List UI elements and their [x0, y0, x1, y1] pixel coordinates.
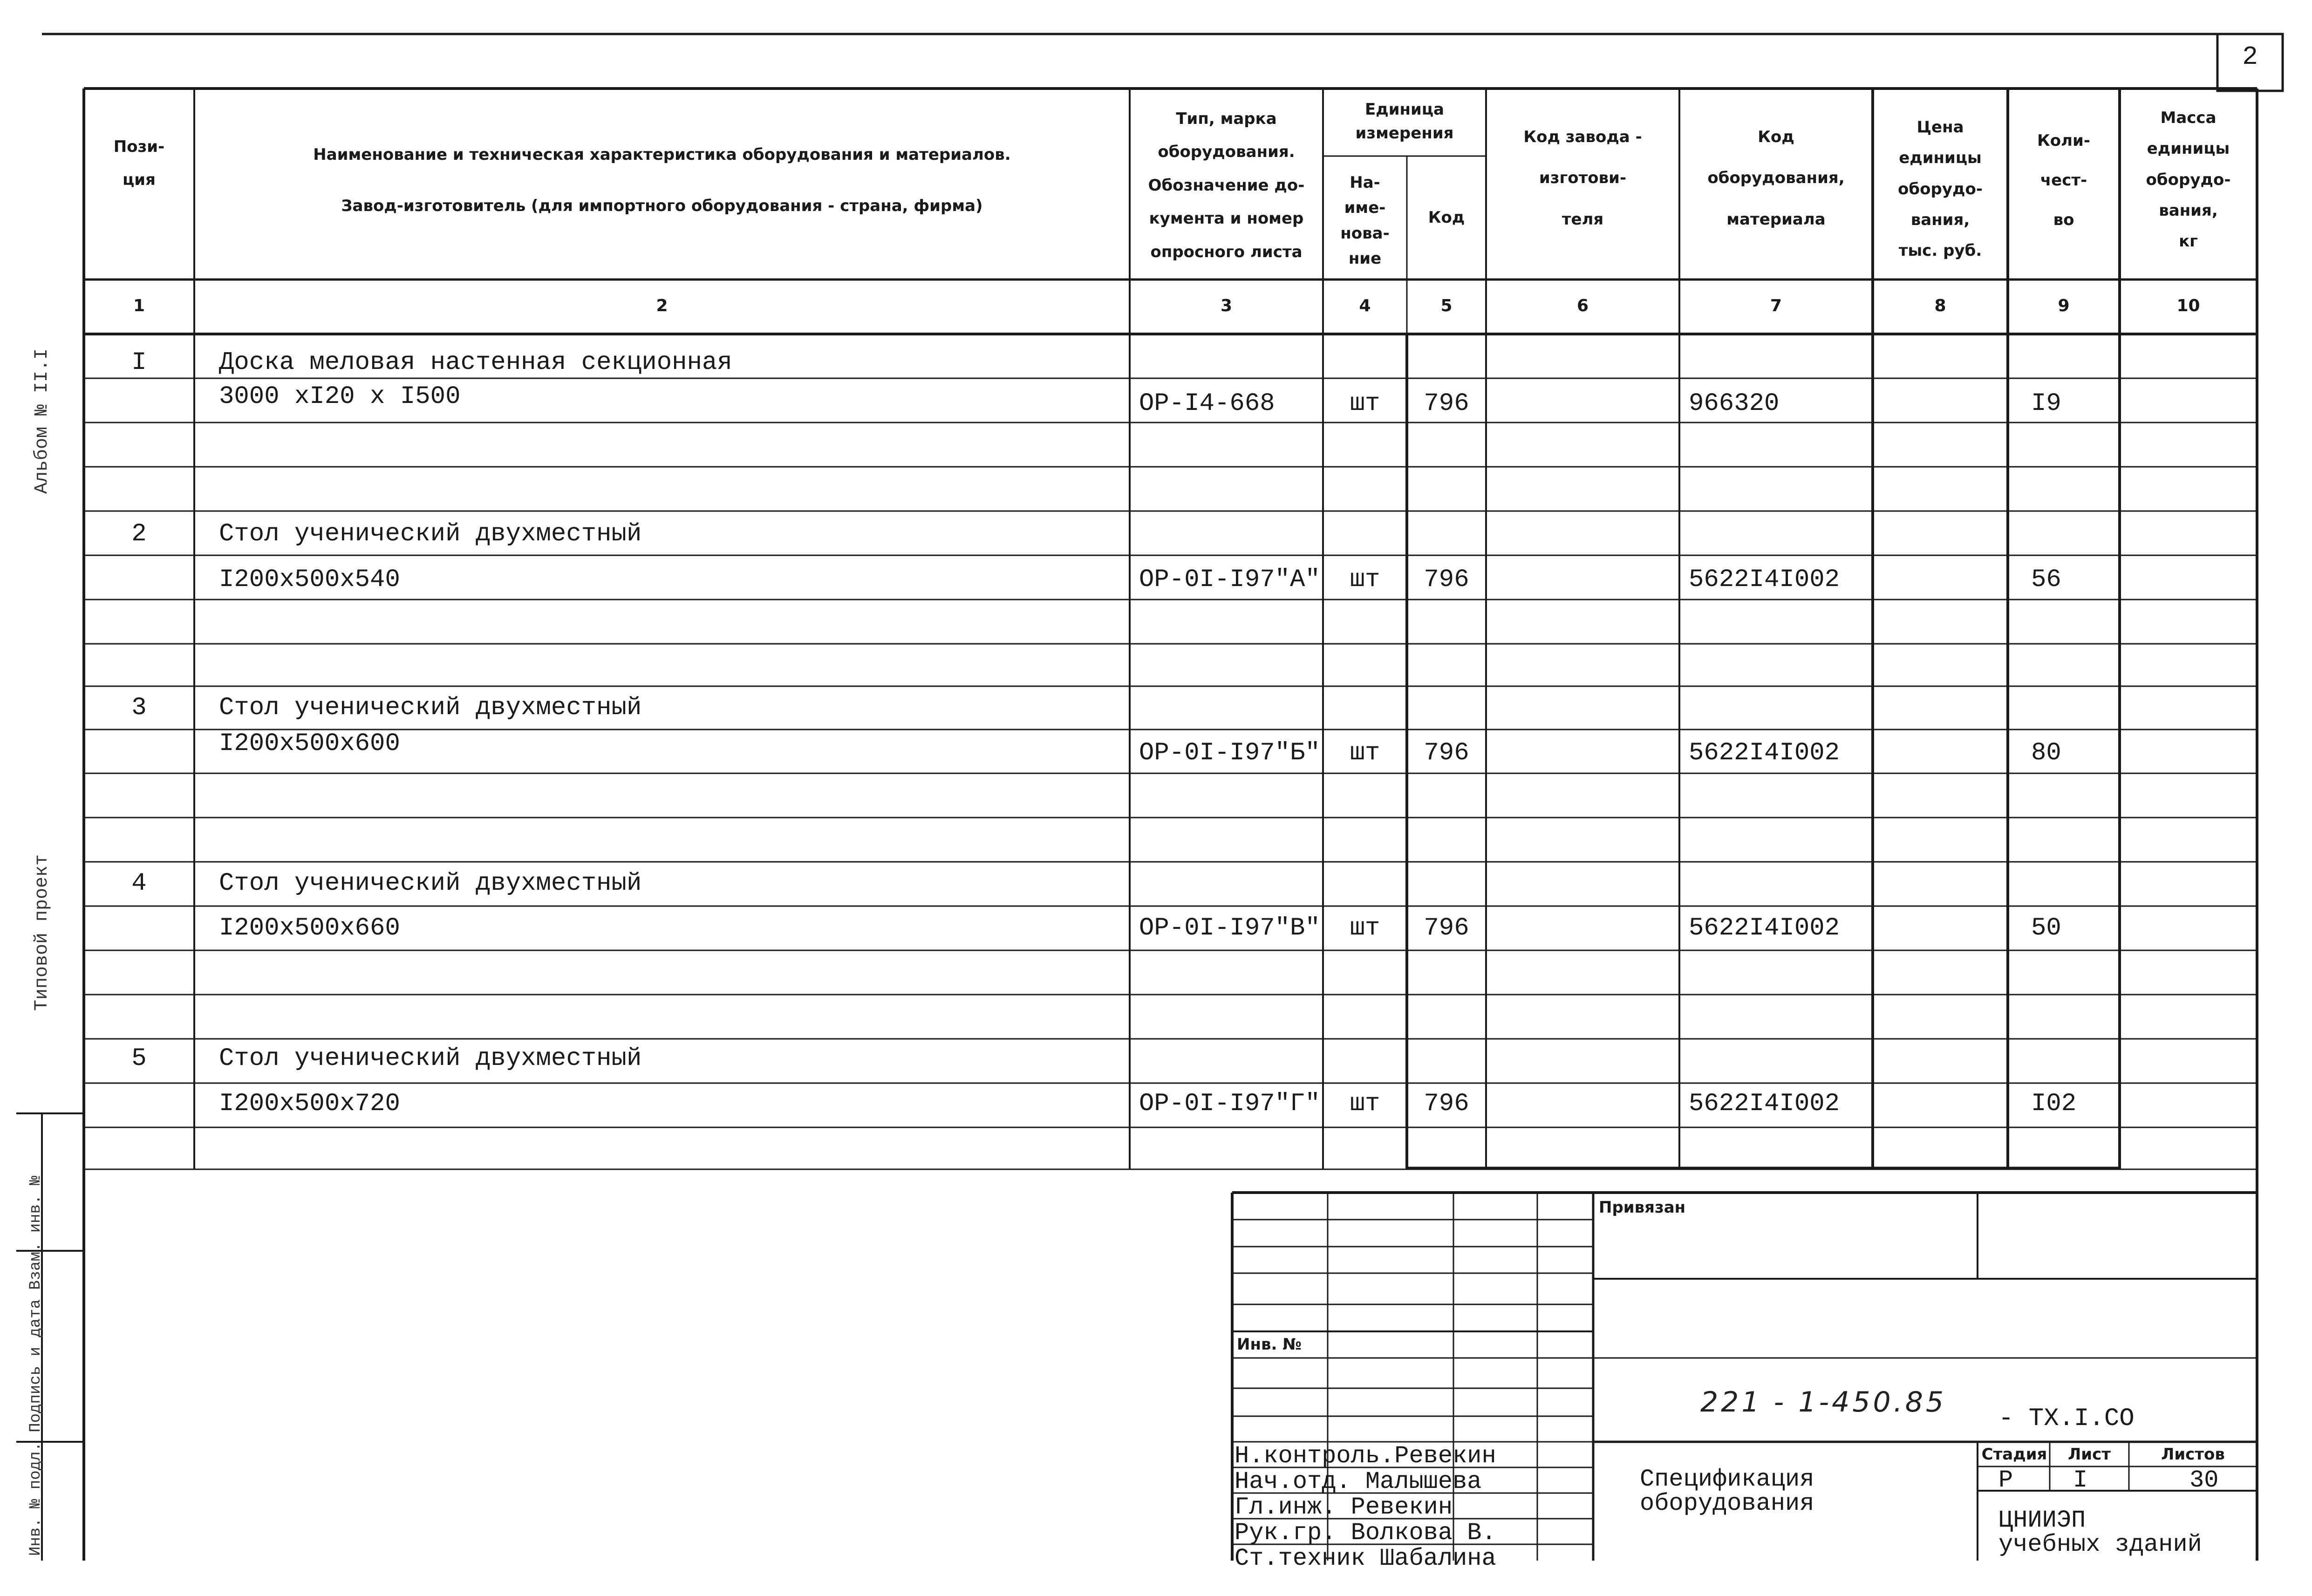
row-name: Стол ученический двухместный [219, 1044, 642, 1073]
header-name-line2: Завод-изготовитель (для импортного оборудования - страна, фирма) [341, 197, 983, 215]
column-number: 3 [1220, 296, 1233, 315]
column-number: 4 [1359, 296, 1371, 315]
row-equipment-code: 5622I4I002 [1689, 739, 1840, 767]
signature-row: Нач.отд. Малышева [1234, 1468, 1482, 1495]
row-spec: 3000 хI20 х I500 [219, 382, 461, 411]
row-spec: I200х500х600 [219, 730, 400, 758]
row-quantity: 50 [2031, 914, 2061, 942]
row-position: 4 [131, 869, 147, 898]
sheets-value: 30 [2189, 1466, 2219, 1494]
sheet-label: Лист [2068, 1445, 2111, 1464]
column-number: 8 [1934, 296, 1946, 315]
header-price: Цена единицы оборудо- вания, тыс. руб. [1898, 118, 1983, 260]
sheet-value: I [2073, 1466, 2088, 1494]
header-factory-code: Код завода - изготови- теля [1523, 128, 1642, 229]
row-unit: шт [1350, 389, 1380, 418]
row-equipment-code: 966320 [1689, 389, 1780, 418]
row-name: Стол ученический двухместный [219, 869, 642, 898]
side-label-inventory: Инв. № подл. Подпись и дата Взам. инв. № [27, 1175, 45, 1556]
side-label-project: Типовой проект [32, 854, 53, 1011]
document-suffix: - ТХ.I.СО [1998, 1405, 2135, 1433]
header-equipment-code: Код оборудования, материала [1707, 128, 1845, 229]
inventory-number-label: Инв. № [1237, 1335, 1302, 1354]
sheets-label: Листов [2161, 1445, 2225, 1464]
row-name: Стол ученический двухместный [219, 694, 642, 722]
column-number: 7 [1770, 296, 1782, 315]
row-unit: шт [1350, 914, 1380, 942]
row-position: I [131, 348, 147, 377]
privyazan-label: Привязан [1599, 1198, 1686, 1217]
header-quantity: Коли- чест- во [2037, 131, 2090, 229]
row-quantity: I02 [2031, 1090, 2077, 1118]
row-unit-code: 796 [1424, 566, 1469, 594]
document-number: 221 - 1-450.85 [1700, 1386, 1947, 1419]
signature-row: Ст.техник Шабалина [1234, 1545, 1496, 1572]
column-number: 5 [1440, 296, 1453, 315]
signature-row: Гл.инж. Ревекин [1234, 1494, 1453, 1521]
row-type: ОР-I4-668 [1139, 389, 1275, 418]
signature-row: Рук.гр. Волкова В. [1234, 1519, 1496, 1547]
row-quantity: 80 [2031, 739, 2061, 767]
row-unit: шт [1350, 566, 1380, 594]
row-spec: I200х500х660 [219, 914, 400, 942]
row-type: ОР-0I-I97"Б" [1139, 739, 1320, 767]
row-spec: I200х500х540 [219, 566, 400, 594]
row-unit-code: 796 [1424, 389, 1469, 418]
row-equipment-code: 5622I4I002 [1689, 1090, 1840, 1118]
column-number: 10 [2176, 296, 2200, 315]
signature-row: Н.контроль.Ревекин [1234, 1442, 1496, 1470]
row-type: ОР-0I-I97"Г" [1139, 1090, 1320, 1118]
header-name-line1: Наименование и техническая характеристика оборудования и материалов. [313, 145, 1011, 164]
row-equipment-code: 5622I4I002 [1689, 566, 1840, 594]
row-unit-code: 796 [1424, 739, 1469, 767]
row-unit-code: 796 [1424, 1090, 1469, 1118]
header-mass: Масса единицы оборудо- вания, кг [2146, 109, 2231, 251]
stage-label: Стадия [1981, 1445, 2047, 1464]
row-unit: шт [1350, 739, 1380, 767]
sheet-corner-number: 2 [2242, 42, 2258, 72]
column-number: 6 [1576, 296, 1589, 315]
document-title: Спецификация оборудования [1640, 1466, 1814, 1517]
side-label-album: Альбом № II.I [32, 348, 53, 494]
row-position: 5 [131, 1044, 147, 1073]
row-position: 2 [131, 520, 147, 548]
row-name: Стол ученический двухместный [219, 520, 642, 548]
column-number: 9 [2058, 296, 2070, 315]
row-quantity: 56 [2031, 566, 2061, 594]
column-number: 2 [656, 296, 668, 315]
header-type: Тип, марка оборудования. Обозначение до- кумента и номер опросного листа [1148, 109, 1305, 261]
row-quantity: I9 [2031, 389, 2061, 418]
header-unit-name: На- име- нова- ние [1340, 173, 1390, 268]
stage-value: Р [1998, 1466, 2013, 1494]
row-unit: шт [1350, 1090, 1380, 1118]
row-spec: I200х500х720 [219, 1090, 400, 1118]
row-equipment-code: 5622I4I002 [1689, 914, 1840, 942]
header-unit-code: Код [1428, 208, 1465, 227]
row-unit-code: 796 [1424, 914, 1469, 942]
column-number: 1 [133, 296, 145, 315]
row-name: Доска меловая настенная секционная [219, 348, 732, 377]
header-position: Пози- ция [113, 137, 165, 190]
row-type: ОР-0I-I97"А" [1139, 566, 1320, 594]
organization: ЦНИИЭП учебных зданий [1998, 1507, 2202, 1558]
row-type: ОР-0I-I97"В" [1139, 914, 1320, 942]
header-unit-group: Единица измерения [1355, 100, 1454, 143]
row-position: 3 [131, 694, 147, 722]
